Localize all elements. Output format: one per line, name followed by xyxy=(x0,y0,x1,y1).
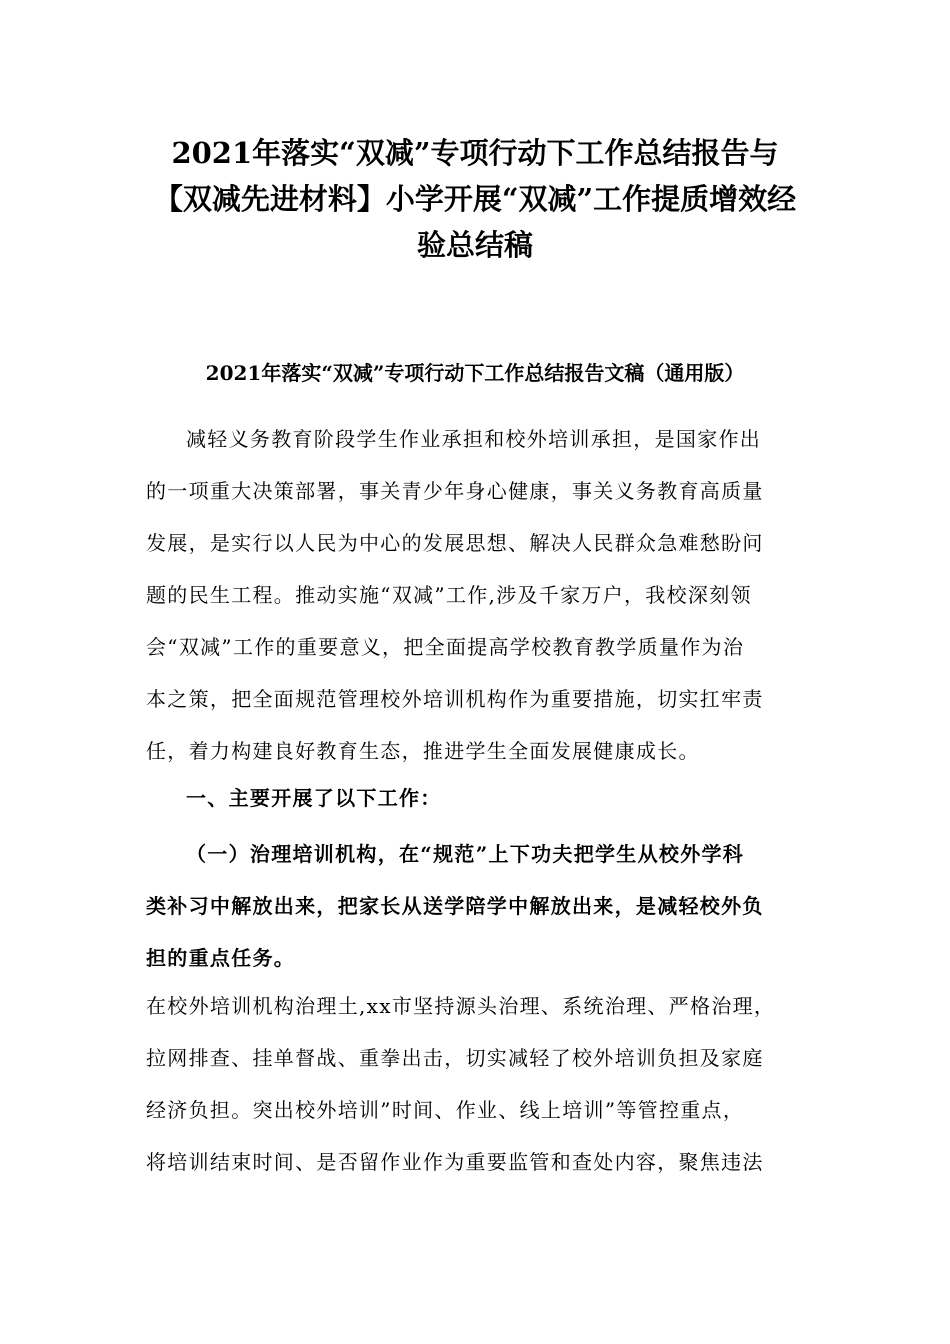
paragraph-line: 拉网排查、挂单督战、重拳出击，切实减轻了校外培训负担及家庭 xyxy=(146,1046,764,1070)
section-heading xyxy=(146,772,811,824)
paragraph-line: 在校外培训机构治理土,xx市坚持源头治理、系统治理、严格治理， xyxy=(146,994,776,1018)
paragraph-line: 本之策，把全面规范管理校外培训机构作为重要措施，切实扛牢责 xyxy=(146,687,764,711)
title-line-3: 验总结稿 xyxy=(416,228,533,262)
section-heading-text: 一、主要开展了以下工作： xyxy=(186,786,442,810)
paragraph-line: 担的重点任务。 xyxy=(146,946,296,970)
paragraph-line: （一）治理培训机构，在“规范”上下功夫把学生从校外学科 xyxy=(186,842,745,866)
paragraph-line: 会“双减”工作的重要意义，把全面提高学校教育教学质量作为治 xyxy=(146,635,745,659)
paragraph-line: 的一项重大决策部署，事关青少年身心健康，事关义务教育高质量 xyxy=(146,479,764,503)
title-line-2: 【双减先进材料】小学开展“双减”工作提质增效经 xyxy=(153,182,797,216)
paragraph-line: 类补习中解放出来，把家长从送学陪学中解放出来，是减轻校外负 xyxy=(146,894,764,918)
paragraph-line: 任，着力构建良好教育生态，推进学生全面发展健康成长。 xyxy=(146,739,700,763)
paragraph-line: 题的民生工程。推动实施“双减”工作,涉及千家万户，我校深刻领 xyxy=(146,583,752,607)
intro-paragraph xyxy=(146,413,811,777)
subsection-heading-paragraph xyxy=(146,828,811,984)
paragraph-line: 发展，是实行以人民为中心的发展思想、解决人民群众急难愁盼问 xyxy=(146,531,764,555)
paragraph-line: 减轻义务教育阶段学生作业承担和校外培训承担，是国家作出 xyxy=(186,427,762,451)
body-paragraph xyxy=(146,980,811,1188)
paragraph-line: 经济负担。突出校外培训”时间、作业、线上培训”等管控重点， xyxy=(146,1098,745,1122)
document-subtitle: 2021年落实“双减”专项行动下工作总结报告文稿（通用版） xyxy=(205,361,745,385)
paragraph-line: 将培训结束时间、是否留作业作为重要监管和查处内容，聚焦违法 xyxy=(146,1150,764,1174)
document-title xyxy=(130,130,820,268)
title-line-1: 2021年落实“双减”专项行动下工作总结报告与 xyxy=(171,136,779,170)
